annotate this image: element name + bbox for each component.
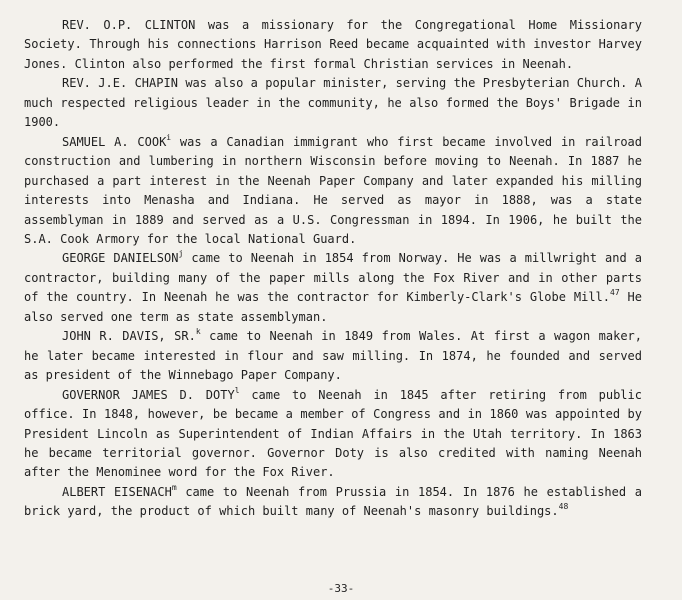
paragraph-cook: [24, 133, 642, 250]
person-name: SAMUEL A. COOK: [62, 134, 167, 149]
person-name: GOVERNOR JAMES D. DOTY: [62, 387, 235, 402]
paragraph-text: REV. J.E. CHAPIN was also a popular minister, serving the Presbyterian Church. A much respected religious leader in the community, he also formed the Boys' Brigade in 1900.: [24, 76, 642, 130]
paragraph-text: came to Neenah in 1845 after retiring from public office. In 1848, however, be became a member of Congress and in 1860 was appointed by President Lincoln as Superintendent of Indian Affairs in the Utah territory. In 1863 he became territorial governor. Governor Doty is also credited with naming Neenah after the Menominee word for the Fox River.: [24, 387, 642, 480]
body-text: [24, 16, 642, 522]
endnote-marker: 47: [610, 288, 620, 298]
paragraph-text: He also served one term as state assemblyman.: [24, 290, 642, 324]
paragraph-text: came to Neenah from Prussia in 1854. In 1876 he established a brick yard, the product of which built many of Neenah's masonry buildings.: [24, 484, 642, 519]
paragraph-eisenach: [24, 483, 642, 522]
paragraph-text: was a Canadian immigrant who first became involved in railroad construction and lumbering in northern Wisconsin before moving to Neenah. In 1887 he purchased a part interest in the Neenah Paper Company and later expanded his milling interests into Menasha and Indiana. He served as mayor in 1888, was a state assemblyman in 1889 and served as a U.S. Congressman in 1894. In 1906, he built the S.A. Cook Armory for the local National Guard.: [24, 134, 642, 246]
paragraph-text: came to Neenah in 1854 from Norway. He was a millwright and a contractor, building many of the paper mills along the Fox River and in other parts of the country. In Neenah he was the contractor for Kimberly-Clark's Globe Mill.: [24, 251, 643, 305]
paragraph-danielson: [24, 249, 642, 327]
footnote-marker: l: [234, 385, 240, 395]
footnote-marker: i: [166, 132, 172, 142]
paragraph-text: came to Neenah in 1849 from Wales. At first a wagon maker, he later became interested in flour and saw milling. In 1874, he founded and served as president of the Winnebago Paper Company.: [24, 329, 642, 383]
paragraph-davis: [24, 327, 642, 385]
page-number: -33-: [327, 582, 355, 595]
footnote-marker: m: [171, 482, 177, 492]
paragraph-clinton: [24, 16, 642, 74]
person-name: ALBERT EISENACH: [62, 484, 172, 499]
person-name: JOHN R. DAVIS, SR.: [62, 329, 196, 344]
footnote-marker: k: [195, 327, 201, 337]
footnote-marker: j: [178, 249, 184, 259]
paragraph-chapin: [24, 74, 642, 132]
endnote-marker: 48: [558, 502, 569, 512]
person-name: GEORGE DANIELSON: [62, 251, 179, 266]
paragraph-text: REV. O.P. CLINTON was a missionary for the Congregational Home Missionary Society. Through his connections Harrison Reed became acquainted with investor Harvey Jones. Clinton also performed the first formal Christian services in Neenah.: [24, 18, 642, 71]
paragraph-doty: [24, 386, 642, 483]
